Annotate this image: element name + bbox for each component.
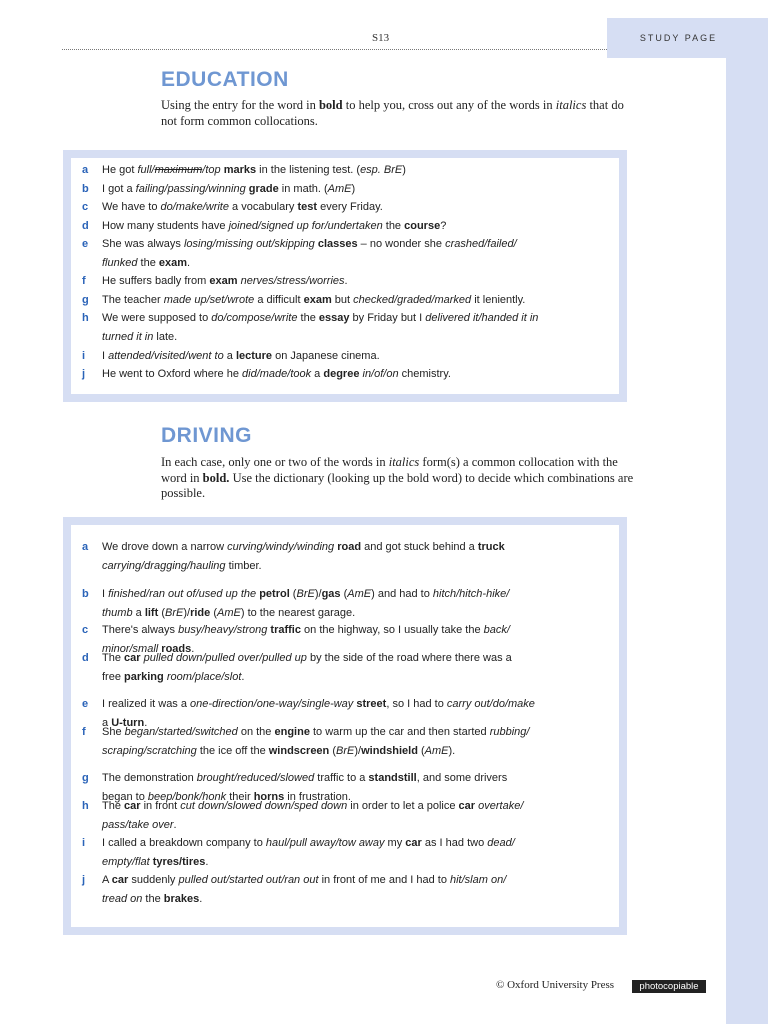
item-letter: b xyxy=(82,588,89,600)
item-text: The car in front cut down/slowed down/sped down in order to let a police car overtake/ pass/take over. xyxy=(102,800,524,831)
item-text: He suffers badly from exam nerves/stress/worries. xyxy=(102,275,348,287)
item-text: The teacher made up/set/wrote a difficult exam but checked/graded/marked it leniently. xyxy=(102,294,526,306)
item-letter: a xyxy=(82,164,89,176)
header-divider xyxy=(62,49,607,50)
item-text: There's always busy/heavy/strong traffic on the highway, so I usually take the back/ minor/small roads. xyxy=(102,624,510,655)
item-text: I realized it was a one-direction/one-way/single-way street, so I had to carry out/do/make a U-turn. xyxy=(102,698,535,729)
page-number: S13 xyxy=(372,32,390,44)
item-letter: j xyxy=(82,368,86,380)
item-text: How many students have joined/signed up for/undertaken the course? xyxy=(102,220,447,232)
item-text: The car pulled down/pulled over/pulled up by the side of the road where there was a free parking room/place/slot. xyxy=(102,652,512,683)
tab-label: STUDY PAGE xyxy=(639,33,718,43)
item-text: We drove down a narrow curving/windy/winding road and got stuck behind a truck carrying/dragging/hauling timber. xyxy=(102,541,505,572)
item-text: She began/started/switched on the engine to warm up the car and then started rubbing/ scraping/scratching the ice off the windscreen (BrE)/windshield (AmE). xyxy=(102,726,530,757)
copyright-notice: © Oxford University Press xyxy=(496,979,615,991)
item-letter: h xyxy=(82,312,89,324)
item-letter: c xyxy=(82,624,89,636)
item-letter: e xyxy=(82,698,89,710)
item-letter: i xyxy=(82,350,86,362)
item-letter: b xyxy=(82,183,89,195)
item-letter: i xyxy=(82,837,86,849)
item-text: We were supposed to do/compose/write the essay by Friday but I delivered it/handed it in turned it in late. xyxy=(102,312,539,343)
item-letter: d xyxy=(82,652,89,664)
item-letter: g xyxy=(82,772,89,784)
item-text: I attended/visited/went to a lecture on Japanese cinema. xyxy=(102,350,380,362)
item-text: The demonstration brought/reduced/slowed traffic to a standstill, and some drivers began to beep/bonk/honk their horns in frustration. xyxy=(102,772,508,803)
education-exercise-box xyxy=(63,150,627,402)
item-text: He got full/maximum/top marks in the listening test. (esp. BrE) xyxy=(102,164,406,176)
item-letter: a xyxy=(82,541,89,553)
item-text: A car suddenly pulled out/started out/ran out in front of me and I had to hit/slam on/ tread on the brakes. xyxy=(102,874,507,905)
photocopiable-badge: photocopiable xyxy=(632,980,706,993)
item-letter: e xyxy=(82,238,89,250)
driving-title: DRIVING xyxy=(161,424,253,447)
item-text: We have to do/make/write a vocabulary test every Friday. xyxy=(102,201,383,213)
item-letter: g xyxy=(82,294,89,306)
item-letter: h xyxy=(82,800,89,812)
side-margin-band xyxy=(726,58,768,1024)
education-title: EDUCATION xyxy=(161,68,289,91)
driving-instructions: In each case, only one or two of the words in italics form(s) a common collocation with the word in bold. Use the dictionary (looking up the bold word) to decide which combinations are possible. xyxy=(161,455,634,500)
item-letter: d xyxy=(82,220,89,232)
item-text: She was always losing/missing out/skipping classes – no wonder she crashed/failed/ flunked the exam. xyxy=(102,238,517,269)
item-letter: f xyxy=(82,726,86,738)
item-text: I called a breakdown company to haul/pull away/tow away my car as I had two dead/ empty/flat tyres/tires. xyxy=(102,837,515,868)
driving-exercise-box xyxy=(63,517,627,935)
study-page-tab xyxy=(607,18,768,58)
item-text: He went to Oxford where he did/made/took a degree in/of/on chemistry. xyxy=(102,368,451,380)
item-letter: f xyxy=(82,275,86,287)
education-instructions: Using the entry for the word in bold to help you, cross out any of the words in italics that do not form common collocations. xyxy=(161,98,624,128)
item-letter: j xyxy=(82,874,86,886)
item-letter: c xyxy=(82,201,89,213)
item-text: I finished/ran out of/used up the petrol (BrE)/gas (AmE) and had to hitch/hitch-hike/ thumb a lift (BrE)/ride (AmE) to the nearest garage. xyxy=(102,588,510,619)
item-text: I got a failing/passing/winning grade in math. (AmE) xyxy=(102,183,356,195)
